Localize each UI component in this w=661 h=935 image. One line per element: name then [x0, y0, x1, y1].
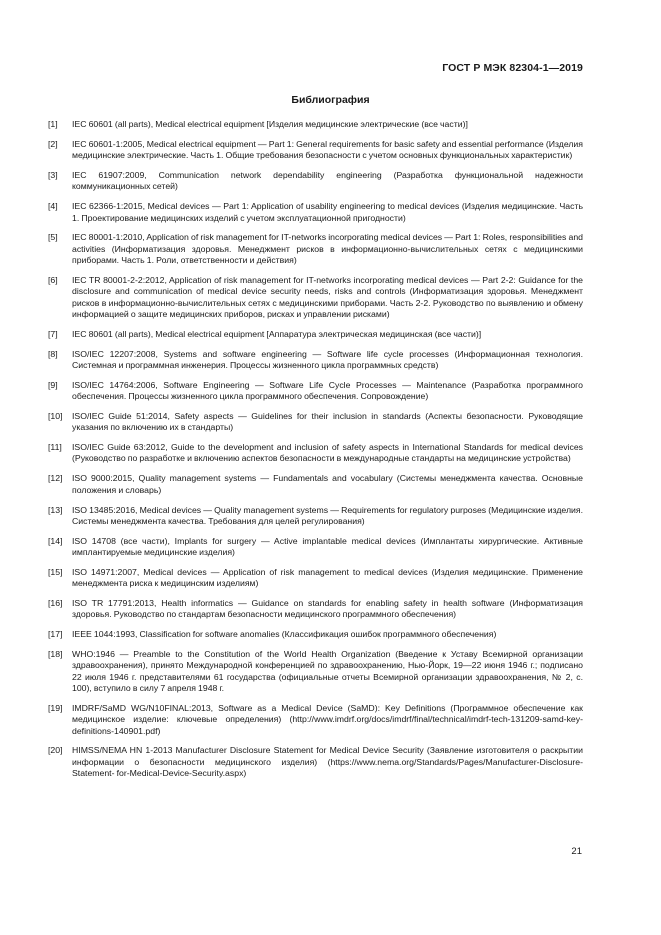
entry-number: [11]	[48, 442, 62, 453]
list-item	[48, 473, 583, 496]
entry-text: IEC 61907:2009, Communication network dependability engineering (Разработка функциональной надежности коммуникационных сетей)	[72, 170, 583, 192]
entry-text: ISO TR 17791:2013, Health informatics — Guidance on standards for enabling safety in health software (Информатизация здоровья. Руководство по стандартам безопасности медицинского программного обеспечения)	[72, 598, 583, 620]
entry-number: [5]	[48, 232, 58, 243]
entry-number: [18]	[48, 649, 63, 660]
page-number: 21	[571, 846, 582, 857]
entry-text: IEC 60601-1:2005, Medical electrical equipment — Part 1: General requirements for basic safety and essential performance (Изделия медицинские электрические. Часть 1. Общие требования безопасности с учетом основных функциональных характеристик)	[72, 138, 583, 161]
entry-number: [10]	[48, 410, 63, 421]
list-item	[48, 629, 583, 640]
list-item	[48, 349, 583, 372]
entry-number: [13]	[48, 504, 63, 515]
entry-number: [15]	[48, 566, 63, 577]
entry-number: [19]	[48, 702, 63, 713]
page-title: Библиография	[291, 94, 370, 106]
list-item	[48, 649, 583, 694]
entry-text: IMDRF/SaMD WG/N10FINAL:2013, Software as a Medical Device (SaMD): Key Definitions (Программное обеспечение как медицинское изделие: ключевые определения) (http://www.imdrf.org/docs/imdrf/final/technical/imdrf-tech-131209-samd-key-definitions-140901.pdf)	[72, 702, 583, 736]
entry-number: [3]	[48, 170, 58, 181]
list-item	[48, 411, 583, 434]
list-item	[48, 232, 583, 266]
entry-text: IEC 80001-1:2010, Application of risk management for IT-networks incorporating medical devices — Part 1: Roles, responsibilities and activities (Информатизация здоровья. Менеджмент рисков в информационно-вычислительных сетях с медицинскими приборами. Часть 1. Роли, ответственности и действия)	[72, 232, 583, 266]
entry-text: ISO 14971:2007, Medical devices — Application of risk management to medical devices (Изделия медицинские. Применение менеджмента риска к медицинским изделиям)	[72, 566, 583, 589]
entry-text: ISO/IEC Guide 63:2012, Guide to the development and inclusion of safety aspects in International Standards for medical devices (Руководство по разработке и включению аспектов безопасности в международные стандарты на медицинские устройства)	[72, 442, 583, 464]
list-item	[48, 139, 583, 162]
list-item	[48, 536, 583, 559]
list-item	[48, 380, 583, 403]
entry-number: [12]	[48, 473, 63, 484]
entry-text: IEEE 1044:1993, Classification for software anomalies (Классификация ошибок программного обеспечения)	[72, 629, 497, 640]
entry-number: [9]	[48, 379, 58, 390]
entry-text: ISO 9000:2015, Quality management systems — Fundamentals and vocabulary (Системы менеджмента качества. Основные положения и словарь)	[72, 473, 583, 495]
entry-number: [6]	[48, 274, 58, 285]
list-item	[48, 745, 583, 779]
entry-text: IEC TR 80001-2-2:2012, Application of risk management for IT-networks incorporating medical devices — Part 2-2: Guidance for the disclosure and communication of medical device security needs, risks and controls (Информатизация здоровья. Менеджмент рисков в информационно-вычислительных сетях с медицинскими приборами. Часть 2-2. Руководство по выявлению и обмену информацией о защите медицинских приборов, рисках и управлении рисками)	[72, 274, 583, 319]
entry-text: ISO/IEC 12207:2008, Systems and software engineering — Software life cycle processes (Информационная технология. Системная и программная инженерия. Процессы жизненного цикла программных средств)	[72, 348, 583, 370]
entry-number: [14]	[48, 535, 63, 546]
entry-text: ISO/IEC Guide 51:2014, Safety aspects — Guidelines for their inclusion in standards (Аспекты безопасности. Руководящие указания по включению их в стандарты)	[72, 410, 583, 433]
list-item	[48, 442, 583, 465]
entry-number: [20]	[48, 745, 63, 756]
entry-text: WHO:1946 — Preamble to the Constitution of the World Health Organization (Введение к Уставу Всемирной организации здравоохранения), принято Международной конференцией по здравоохранению, Нью-Йорк, 19—22 июня 1946 г.; подписано 22 июля 1946 г. представителями 61 государства (официальные отчеты Всемирной организации здравоохранения, № 2, с. 100), вступило в силу 7 апреля 1948 г.	[72, 649, 583, 694]
entry-text: ISO 13485:2016, Medical devices — Quality management systems — Requirements for regulatory purposes (Медицинские изделия. Системы менеджмента качества. Требования для целей регулирования)	[72, 504, 583, 526]
list-item	[48, 703, 583, 737]
list-item	[48, 598, 583, 621]
entry-number: [4]	[48, 201, 58, 212]
entry-text: HIMSS/NEMA HN 1-2013 Manufacturer Disclosure Statement for Medical Device Security (Заявление изготовителя о раскрытии информации о безопасности медицинского изделия) (https://www.nema.org/Standards/Pages/Manufacturer-Disclosure-Statement- for-Medical-Device-Security.aspx)	[72, 745, 583, 779]
entry-text: ISO 14708 (все части), Implants for surgery — Active implantable medical devices (Имплантаты хирургические. Активные имплантируемые медицинские изделия)	[72, 535, 583, 558]
list-item	[48, 119, 583, 130]
list-item	[48, 170, 583, 193]
entry-number: [8]	[48, 348, 58, 359]
entry-text: IEC 62366-1:2015, Medical devices — Part 1: Application of usability engineering to medical devices (Изделия медицинские. Часть 1. Проектирование медицинских изделий с учетом эксплуатационной пригодности)	[72, 201, 583, 223]
entry-number: [7]	[48, 328, 58, 339]
entry-number: [17]	[48, 629, 63, 640]
list-item	[48, 329, 583, 340]
entry-text: ISO/IEC 14764:2006, Software Engineering — Software Life Cycle Processes — Maintenance (Разработка программного обеспечения. Процессы жизненного цикла программного обеспечения. Сопровождение)	[72, 379, 583, 402]
list-item	[48, 201, 583, 224]
entry-text: IEC 80601 (all parts), Medical electrical equipment [Аппаратура электрическая медицинская (все части)]	[72, 328, 482, 339]
entry-number: [16]	[48, 598, 63, 609]
entry-number: [2]	[48, 138, 58, 149]
bibliography-list	[48, 119, 583, 788]
list-item	[48, 275, 583, 320]
list-item	[48, 505, 583, 528]
entry-number: [1]	[48, 119, 58, 129]
list-item	[48, 567, 583, 590]
standard-code: ГОСТ Р МЭК 82304-1—2019	[442, 62, 583, 74]
entry-text: IEC 60601 (all parts), Medical electrical equipment [Изделия медицинские электрические (все части)]	[72, 119, 468, 129]
